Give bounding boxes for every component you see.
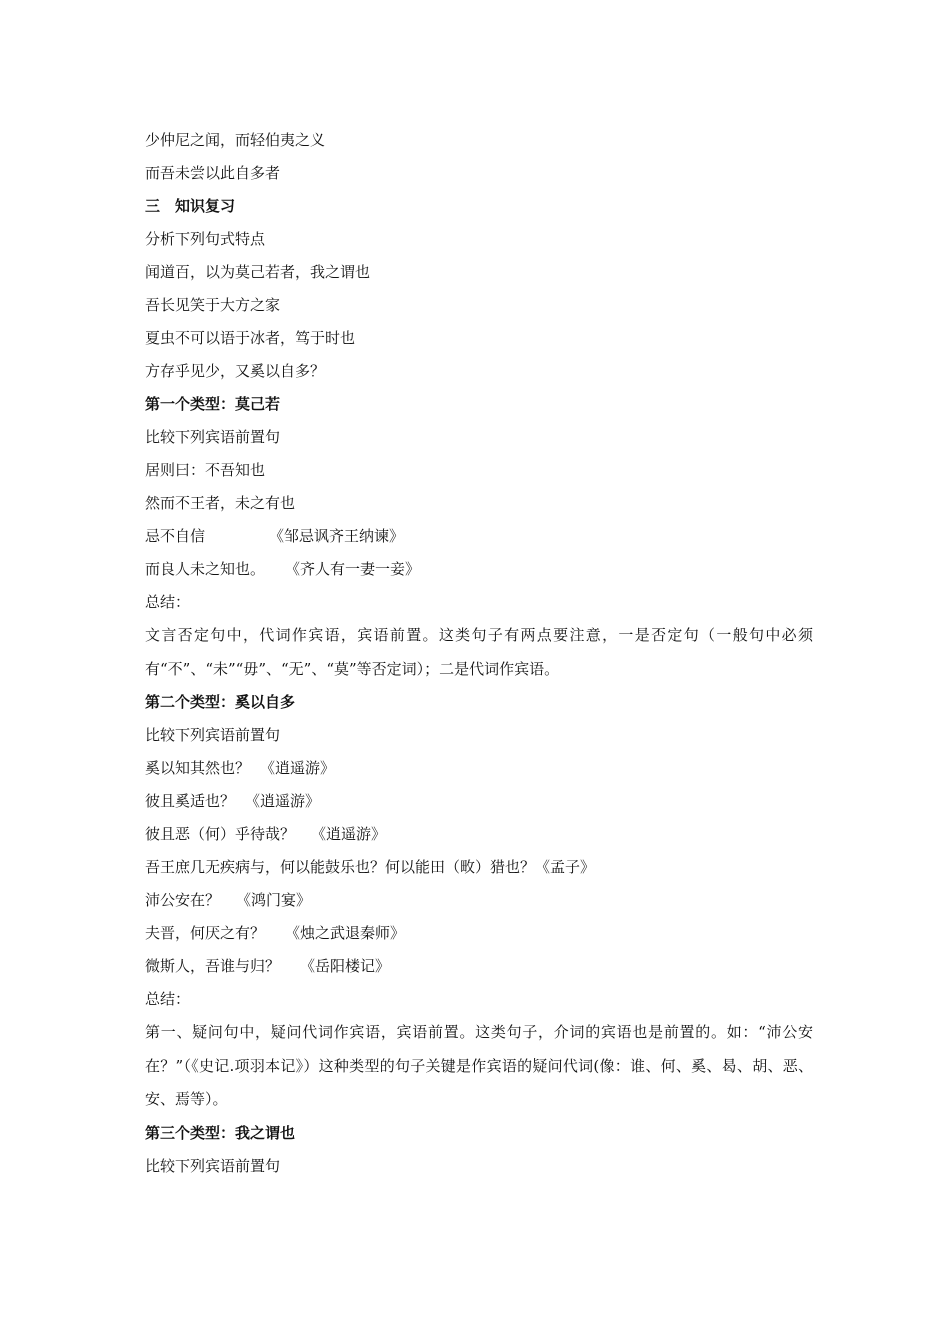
- type3-heading: 第三个类型：我之谓也: [145, 1123, 296, 1142]
- text-line: 少仲尼之闻，而轻伯夷之义: [145, 131, 326, 149]
- example-text: 吾王庶几无疾病与，何以能鼓乐也？何以能田（畋）猎也？: [145, 858, 536, 876]
- example-line: [145, 818, 815, 851]
- example-line: [145, 950, 815, 983]
- summary-label: 总结：: [145, 990, 191, 1008]
- example-line: [145, 785, 815, 818]
- example-line: [145, 487, 815, 520]
- document-page: [145, 124, 815, 1183]
- example-source: 《烛之武退秦师》: [285, 924, 406, 942]
- example-text: 沛公安在？: [145, 891, 221, 909]
- summary-paragraph: 第一、疑问句中，疑问代词作宾语，宾语前置。这类句子，介词的宾语也是前置的。如：“沛公安在？”（《史记.项羽本记》）这种类型的句子关键是作宾语的疑问代词(像：谁、何、奚、曷、胡、恶、安、焉等）。: [145, 1023, 813, 1108]
- type3-intro: 比较下列宾语前置句: [145, 1156, 281, 1175]
- section-heading: 三 知识复习: [145, 197, 236, 215]
- example-line: [145, 454, 815, 487]
- summary-paragraph: 文言否定句中，代词作宾语，宾语前置。这类句子有两点要注意，一是否定句（一般句中必须有“不”、“未”“毋”、“无”、“莫”等否定词）；二是代词作宾语。: [145, 626, 813, 678]
- type2-heading: 第二个类型：奚以自多: [145, 693, 296, 711]
- type2-intro: 比较下列宾语前置句: [145, 726, 281, 744]
- example-source: 《逍遥游》: [245, 792, 321, 810]
- analysis-intro: 分析下列句式特点: [145, 230, 266, 248]
- example-source: 《邹忌讽齐王纳谏》: [269, 527, 405, 545]
- example-source: 《孟子》: [535, 858, 596, 876]
- type1-intro: 比较下列宾语前置句: [145, 428, 281, 446]
- example-text: 然而不王者，未之有也: [145, 494, 296, 512]
- example-text: 而良人未之知也。: [145, 560, 266, 578]
- example-source: 《齐人有一妻一妾》: [285, 560, 421, 578]
- example-text: 忌不自信: [145, 527, 206, 545]
- example-line: [145, 884, 815, 917]
- text-line: 方存乎见少，又奚以自多？: [145, 362, 326, 380]
- example-line: [145, 917, 815, 950]
- example-source: 《鸿门宴》: [236, 891, 312, 909]
- example-text: 微斯人，吾谁与归？: [145, 957, 281, 975]
- type1-heading: 第一个类型：莫己若: [145, 395, 281, 413]
- text-line: 吾长见笑于大方之家: [145, 296, 281, 314]
- example-text: 夫晋，何厌之有？: [145, 924, 266, 942]
- example-text: 彼且奚适也？: [145, 792, 236, 810]
- text-line: 闻道百，以为莫己若者，我之谓也: [145, 263, 371, 281]
- example-source: 《逍遥游》: [260, 759, 336, 777]
- example-text: 彼且恶（何）乎待哉？: [145, 825, 296, 843]
- text-line: 夏虫不可以语于冰者，笃于时也: [145, 329, 356, 347]
- example-line: [145, 553, 815, 586]
- example-text: 奚以知其然也？: [145, 759, 251, 777]
- example-line: [145, 520, 815, 553]
- text-line: 而吾未尝以此自多者: [145, 164, 281, 182]
- example-text: 居则曰：不吾知也: [145, 461, 266, 479]
- example-line: [145, 752, 815, 785]
- example-line: [145, 851, 815, 884]
- example-source: 《岳阳楼记》: [300, 957, 391, 975]
- example-source: 《逍遥游》: [311, 825, 387, 843]
- summary-label: 总结：: [145, 593, 191, 611]
